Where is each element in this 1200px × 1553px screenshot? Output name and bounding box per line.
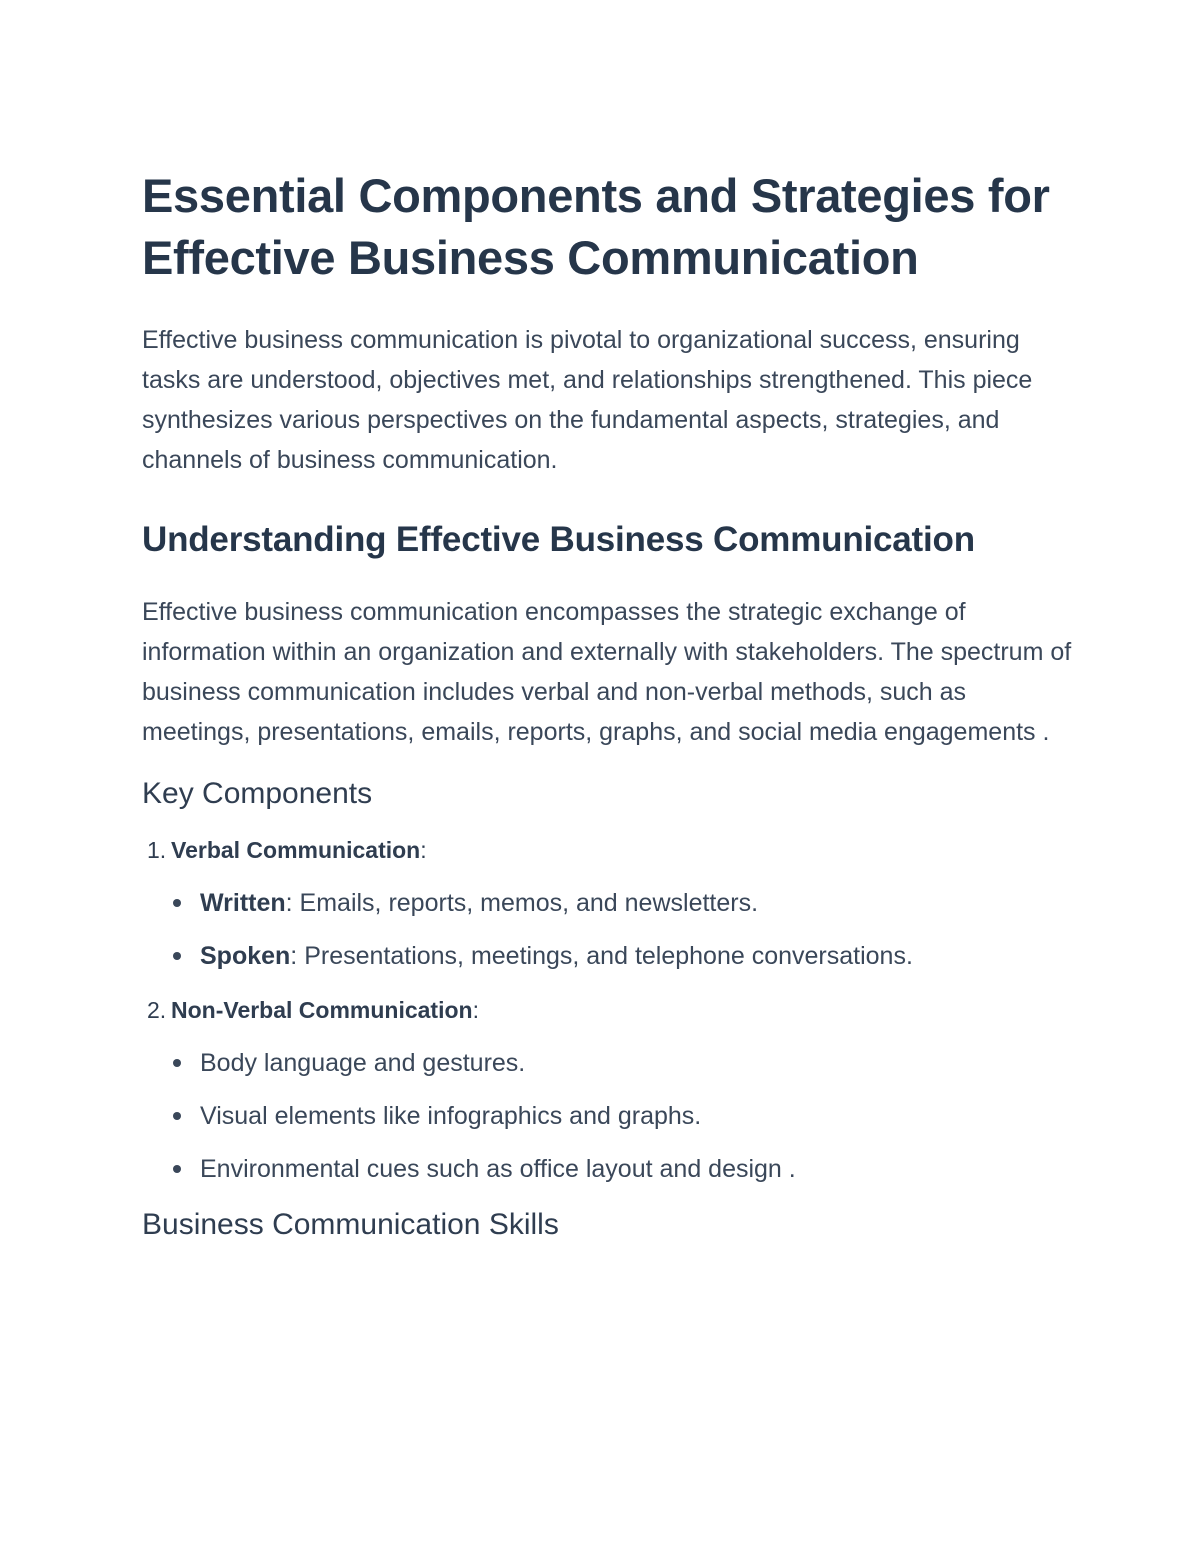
sub-list-item bbox=[142, 936, 1072, 976]
list-item-label: Verbal Communication bbox=[171, 837, 421, 863]
bullet-icon bbox=[173, 899, 181, 907]
sub-item-bold: Spoken bbox=[200, 942, 291, 970]
sub-item-bold: Written bbox=[200, 889, 286, 917]
list-number: 2. bbox=[147, 997, 167, 1023]
section-paragraph-understanding: Effective business communication encompasses the strategic exchange of information within an organization and externally with stakeholders. The spectrum of business communication includes verbal and non-verbal methods, such as meetings, presentations, emails, reports, graphs, and social media engagements . bbox=[142, 598, 1072, 746]
sub-list bbox=[142, 1043, 1072, 1189]
bullet-icon bbox=[173, 1112, 181, 1120]
list-item-suffix: : bbox=[420, 837, 427, 863]
section-heading-understanding: Understanding Effective Business Communication bbox=[142, 520, 975, 559]
document-title: Essential Components and Strategies for Effective Business Communication bbox=[142, 169, 1050, 284]
intro-paragraph: Effective business communication is pivotal to organizational success, ensuring tasks are understood, objectives met, and relationships strengthened. This piece synthesizes various perspectives on the fundamental aspects, strategies, and channels of business communication. bbox=[142, 326, 1033, 474]
bullet-icon bbox=[173, 1059, 181, 1067]
key-components-list bbox=[142, 830, 1072, 1189]
sub-item-text: Body language and gestures. bbox=[200, 1049, 526, 1077]
sub-list-item bbox=[142, 1149, 1072, 1189]
sub-item-text: : Presentations, meetings, and telephone conversations. bbox=[290, 942, 913, 970]
bullet-icon bbox=[173, 1165, 181, 1173]
list-item-heading bbox=[142, 990, 1072, 1030]
subsection-heading-skills: Business Communication Skills bbox=[142, 1208, 559, 1241]
sub-list-item bbox=[142, 1043, 1072, 1083]
list-number: 1. bbox=[147, 837, 167, 863]
sub-list-item bbox=[142, 883, 1072, 923]
bullet-icon bbox=[173, 952, 181, 960]
list-item bbox=[142, 990, 1072, 1189]
list-item-suffix: : bbox=[472, 997, 479, 1023]
list-item bbox=[142, 830, 1072, 976]
list-item-heading bbox=[142, 830, 1072, 870]
sub-item-text: Visual elements like infographics and graphs. bbox=[200, 1102, 702, 1130]
sub-list bbox=[142, 883, 1072, 976]
sub-item-text: : Emails, reports, memos, and newsletters. bbox=[285, 889, 759, 917]
list-item-label: Non-Verbal Communication bbox=[171, 997, 473, 1023]
sub-list-item bbox=[142, 1096, 1072, 1136]
subsection-heading-key-components: Key Components bbox=[142, 777, 373, 810]
sub-item-text: Environmental cues such as office layout and design . bbox=[200, 1155, 796, 1183]
document-page bbox=[142, 165, 1072, 1247]
